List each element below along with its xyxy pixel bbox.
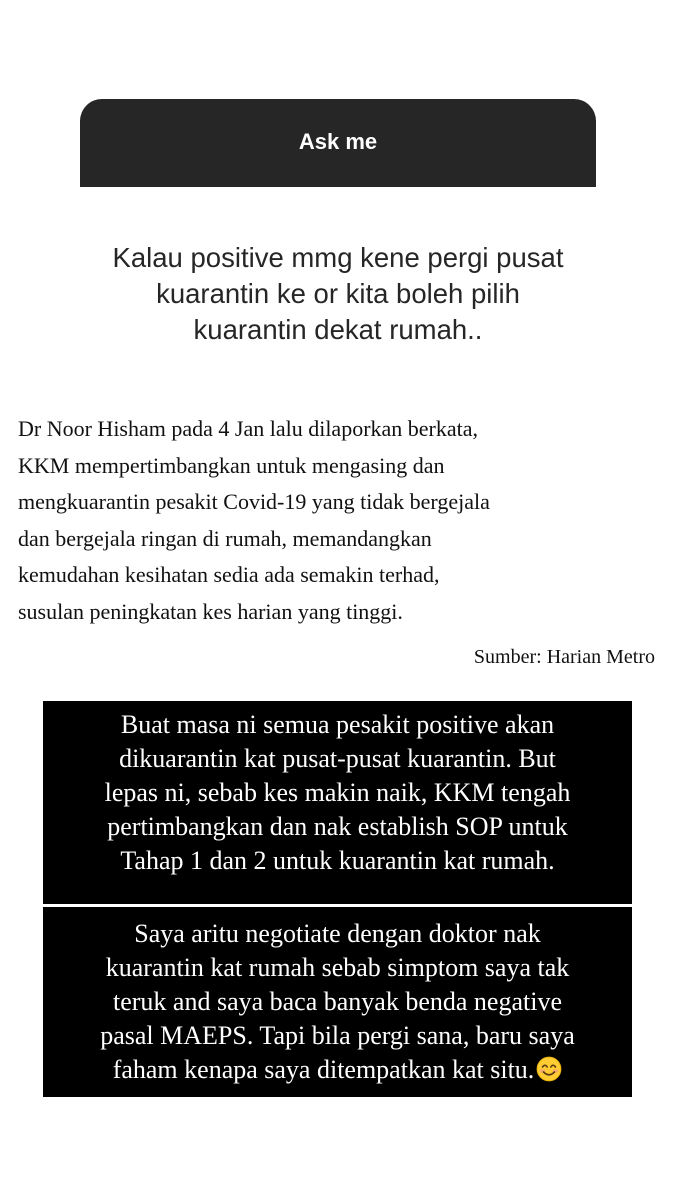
answer-line-text: faham kenapa saya ditempatkan kat situ. <box>112 1055 535 1084</box>
quote-line: susulan peningkatan kes harian yang tinggi. <box>18 598 403 624</box>
answer-line: pertimbangkan dan nak establish SOP untuk <box>107 812 568 841</box>
quote-line: kemudahan kesihatan sedia ada semakin terhad, <box>18 562 440 587</box>
news-quote <box>18 411 668 630</box>
ask-me-body <box>80 187 596 391</box>
quote-line: Dr Noor Hisham pada 4 Jan lalu dilaporkan berkata, <box>18 416 479 441</box>
answer-line: Saya aritu negotiate dengan doktor nak <box>134 919 541 948</box>
answer-text-box-2 <box>43 907 632 1097</box>
quote-line: KKM mempertimbangkan untuk mengasing dan <box>18 452 445 478</box>
answer-line: dikuarantin kat pusat-pusat kuarantin. But <box>119 744 556 773</box>
answer-line: lepas ni, sebab kes makin naik, KKM tengah <box>104 778 571 807</box>
smiling-face-icon <box>536 1056 562 1091</box>
quote-line: mengkuarantin pesakit Covid-19 yang tidak bergejala <box>18 489 490 514</box>
answer-text-box-1 <box>43 701 632 904</box>
ask-me-card <box>80 99 596 391</box>
quote-source: Sumber: Harian Metro <box>473 646 655 668</box>
answer-line: pasal MAEPS. Tapi bila pergi sana, baru saya <box>100 1021 575 1050</box>
answer-line: Buat masa ni semua pesakit positive akan <box>120 710 555 739</box>
answer-line: kuarantin kat rumah sebab simptom saya tak <box>105 953 570 982</box>
answer-line: Tahap 1 dan 2 untuk kuarantin kat rumah. <box>120 846 555 875</box>
ask-me-header <box>80 99 596 187</box>
ask-me-title: Ask me <box>298 129 378 154</box>
answer-line-with-emoji <box>43 1053 632 1091</box>
answer-line: teruk and saya baca banyak benda negative <box>112 987 562 1016</box>
quote-line: dan bergejala ringan di rumah, memandangkan <box>18 525 432 551</box>
ask-me-question: Kalau positive mmg kene pergi pusat kuarantin ke or kita boleh pilih kuarantin dekat rumah.. <box>112 242 564 345</box>
